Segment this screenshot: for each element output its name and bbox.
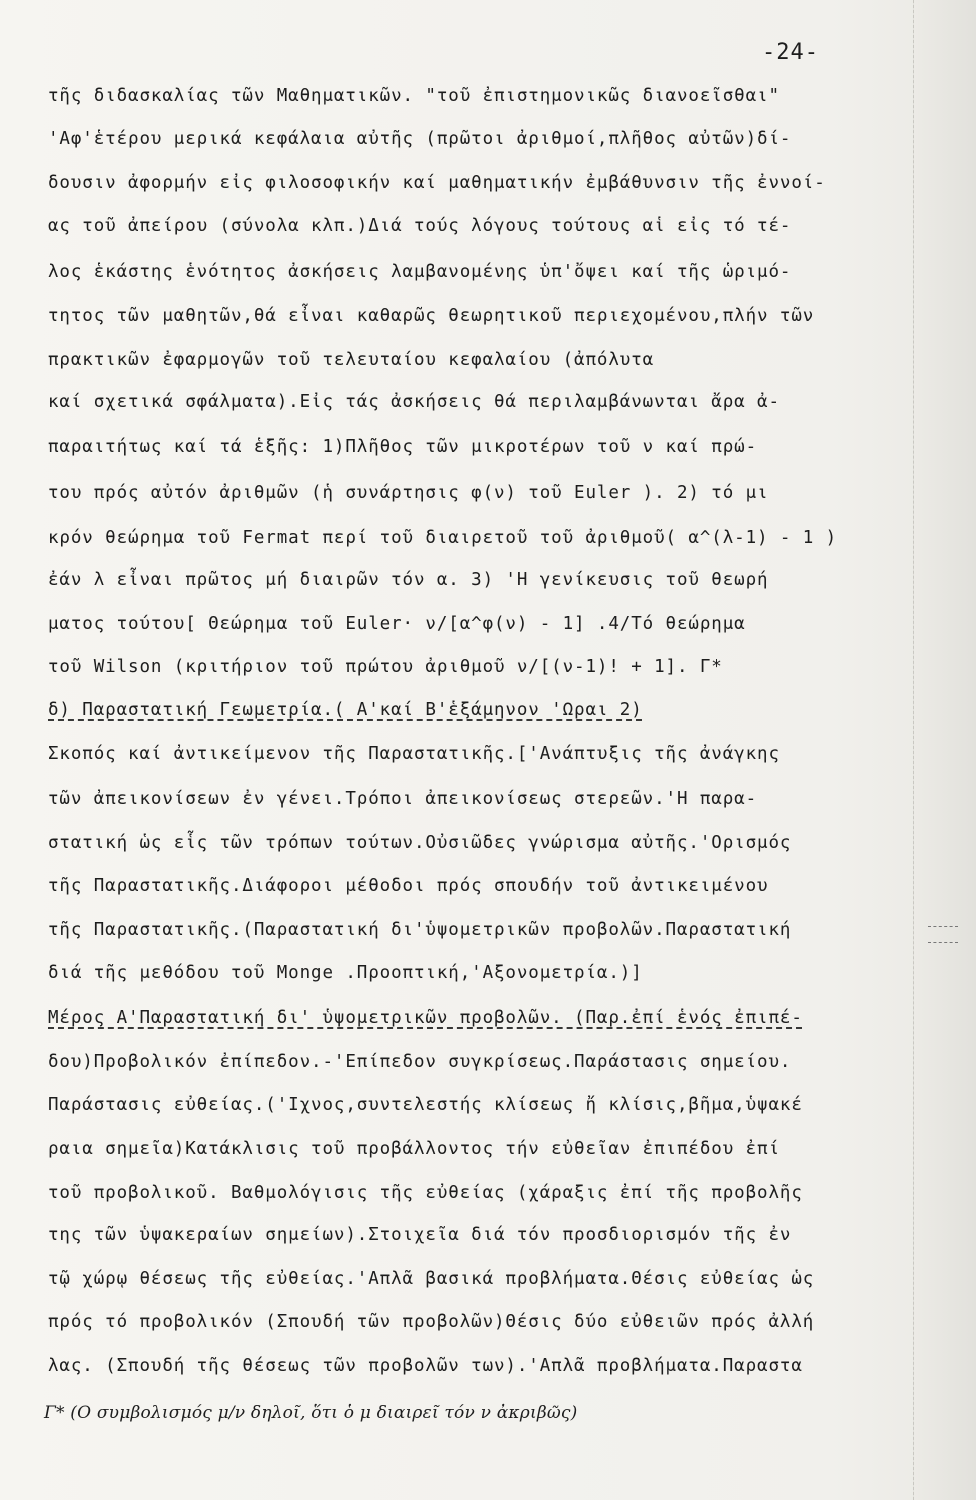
text-line: τῆς διδασκαλίας τῶν Μαθηματικῶν. "τοῦ ἐπιστημονικῶς διανοεῖσθαι": [48, 86, 780, 106]
text-line: ας τοῦ ἀπείρου (σύνολα κλπ.)Διά τούς λόγους τούτους αἱ εἰς τό τέ-: [48, 216, 792, 236]
text-line: τῷ χώρῳ θέσεως τῆς εὐθείας.'Απλᾶ βασικά προβλήματα.Θέσις εὐθείας ὡς: [48, 1269, 815, 1289]
text-line: λας. (Σπουδή τῆς θέσεως τῶν προβολῶν των).'Απλᾶ προβλήματα.Παραστα: [48, 1356, 803, 1376]
text-line: Σκοπός καί ἀντικείμενον τῆς Παραστατικῆς.['Ανάπτυξις τῆς ἀνάγκης: [48, 744, 780, 764]
text-line: ραια σημεῖα)Κατάκλισις τοῦ προβάλλοντος τήν εὐθεῖαν ἐπιπέδου ἐπί: [48, 1139, 780, 1159]
margin-dash: [928, 942, 958, 943]
text-line: πρός τό προβολικόν (Σπουδή τῶν προβολῶν)Θέσις δύο εὐθειῶν πρός ἀλλή: [48, 1312, 815, 1332]
subsection-heading: Μέρος Α'Παραστατική δι' ὑψομετρικῶν προβολῶν. (Παρ.ἐπί ἑνός ἐπιπέ-: [48, 1008, 803, 1028]
text-line: τοῦ προβολικοῦ. Βαθμολόγισις τῆς εὐθείας (χάραξις ἐπί τῆς προβολῆς: [48, 1183, 803, 1203]
page-number: -24-: [762, 40, 819, 65]
text-line: του πρός αὐτόν ἀριθμῶν (ἡ συνάρτησις φ(ν) τοῦ Euler ). 2) τό μι: [48, 483, 769, 503]
margin-dash: [928, 926, 958, 927]
adjacent-page-edge: [913, 0, 976, 1500]
text-line: τῆς Παραστατικῆς.Διάφοροι μέθοδοι πρός σπουδήν τοῦ ἀντικειμένου: [48, 876, 769, 896]
section-heading: δ) Παραστατική Γεωμετρία.( Α'καί Β'ἑξάμηνον 'Ωραι 2): [48, 700, 643, 720]
text-line: λος ἑκάστης ἑνότητος ἀσκήσεις λαμβανομένης ὑπ'ὄψει καί τῆς ὡριμό-: [48, 262, 792, 282]
text-line: δουσιν ἀφορμήν εἰς φιλοσοφικήν καί μαθηματικήν ἐμβάθυνσιν τῆς ἐννοί-: [48, 173, 826, 193]
text-line: ματος τούτου[ Θεώρημα τοῦ Euler· ν/[α^φ(ν) - 1] .4/Τό θεώρημα: [48, 614, 746, 634]
text-line: ἐάν λ εἶναι πρῶτος μή διαιρῶν τόν α. 3) 'Η γενίκευσις τοῦ θεωρή: [48, 570, 769, 590]
text-line: τῆς Παραστατικῆς.(Παραστατική δι'ὑψομετρικῶν προβολῶν.Παραστατική: [48, 920, 792, 940]
handwritten-footnote: Γ* (Ο συμβολισμός μ/ν δηλοῖ, ὅτι ὁ μ διαιρεῖ τόν ν ἀκριβῶς): [44, 1403, 578, 1423]
text-line: διά τῆς μεθόδου τοῦ Monge .Προοπτική,'Αξονομετρία.)]: [48, 963, 643, 983]
text-line: πρακτικῶν ἐφαρμογῶν τοῦ τελευταίου κεφαλαίου (ἀπόλυτα: [48, 350, 655, 370]
text-line: καί σχετικά σφάλματα).Εἰς τάς ἀσκήσεις θά περιλαμβάνωνται ἄρα ἀ-: [48, 392, 780, 412]
text-line: τοῦ Wilson (κριτήριον τοῦ πρώτου ἀριθμοῦ ν/[(ν-1)! + 1]. Γ*: [48, 657, 723, 677]
text-line: παραιτήτως καί τά ἑξῆς: 1)Πλῆθος τῶν μικροτέρων τοῦ ν καί πρώ-: [48, 437, 758, 457]
text-line: δου)Προβολικόν ἐπίπεδον.-'Επίπεδον συγκρίσεως.Παράστασις σημείου.: [48, 1052, 792, 1072]
text-line: τῶν ἀπεικονίσεων ἐν γένει.Τρόποι ἀπεικονίσεως στερεῶν.'Η παρα-: [48, 789, 758, 809]
text-line: της τῶν ὑψακεραίων σημείων).Στοιχεῖα διά τόν προσδιορισμόν τῆς ἐν: [48, 1225, 792, 1245]
text-line: κρόν θεώρημα τοῦ Fermat περί τοῦ διαιρετοῦ τοῦ ἀριθμοῦ( α^(λ-1) - 1 ): [48, 528, 838, 548]
text-line: 'Αφ'ἑτέρου μερικά κεφάλαια αὐτῆς (πρῶτοι ἀριθμοί,πλῆθος αὐτῶν)δί-: [48, 129, 792, 149]
text-line: Παράστασις εὐθείας.('Ιχνος,συντελεστής κλίσεως ἤ κλίσις,βῆμα,ὑψακέ: [48, 1095, 803, 1115]
text-line: τητος τῶν μαθητῶν,θά εἶναι καθαρῶς θεωρητικοῦ περιεχομένου,πλήν τῶν: [48, 306, 815, 326]
text-line: στατική ὡς εἷς τῶν τρόπων τούτων.Οὐσιῶδες γνώρισμα αὐτῆς.'Ορισμός: [48, 833, 792, 853]
